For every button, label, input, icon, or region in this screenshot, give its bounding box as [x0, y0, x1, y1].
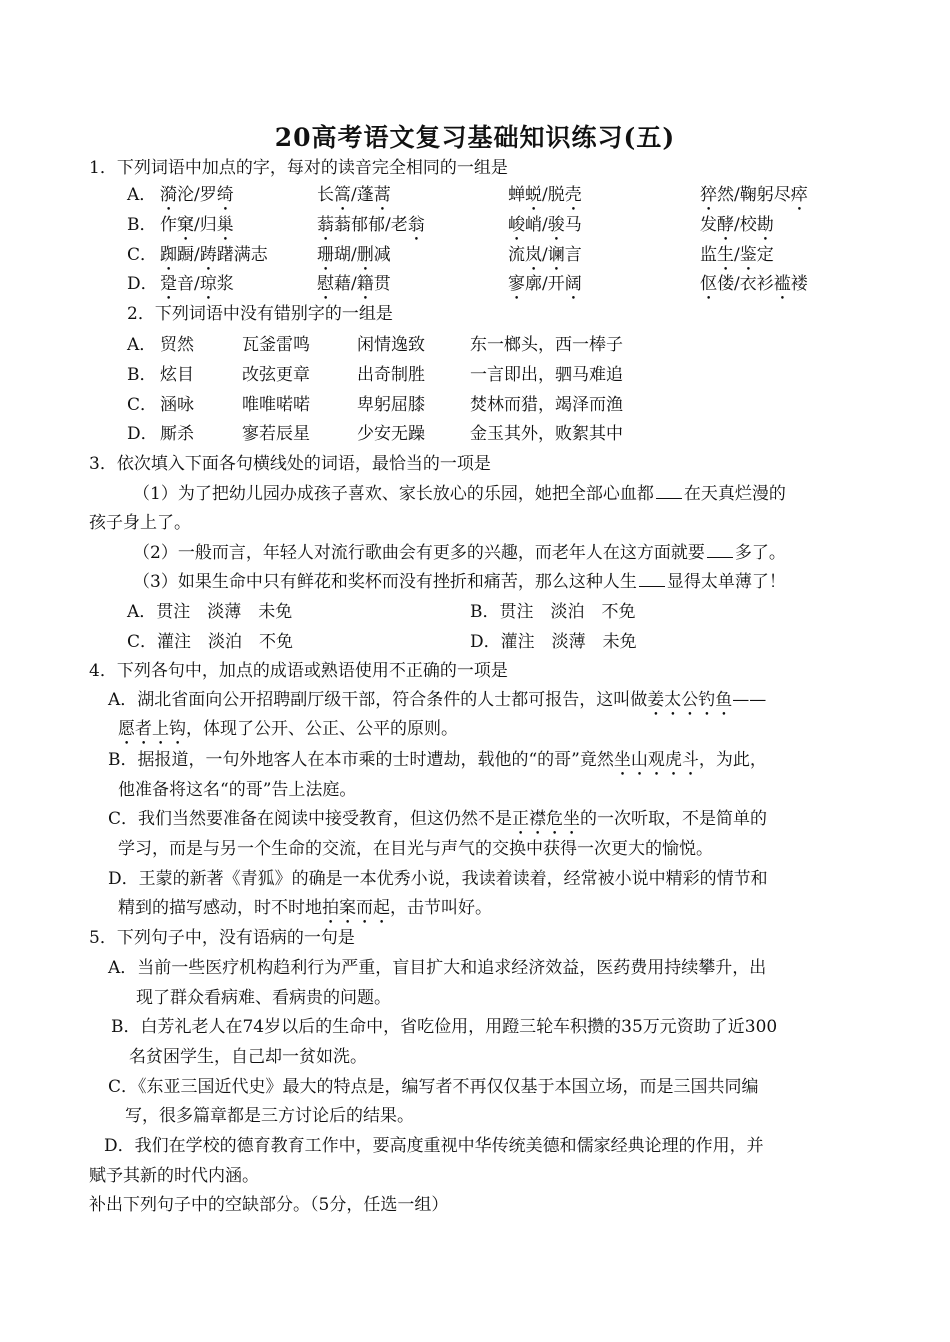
word-item: 改弦更章 — [242, 365, 310, 385]
dotted-char: 褴 — [773, 274, 791, 294]
word-pair — [700, 273, 808, 304]
option-d: D．王蒙的新著《青狐》的确是一本优秀小说，我读着读着，经常被小说中精彩的情节和 — [108, 869, 768, 889]
option-b — [108, 749, 767, 780]
option-label: B． — [127, 365, 157, 385]
word-part: 减 — [373, 245, 391, 265]
word-part: 褛 — [790, 274, 808, 294]
answer-option: C．灌注 淡泊 不免 — [127, 632, 294, 652]
dotted-char: 绮 — [216, 185, 234, 205]
question-3-stem: 3．依次填入下面各句横线处的词语，最恰当的一项是 — [89, 454, 491, 474]
word-pair — [317, 273, 391, 304]
dotted-idiom: 坐山观虎斗 — [613, 750, 699, 770]
word-item: 涵咏 — [160, 395, 194, 415]
word-item: 东一榔头，西一棒子 — [470, 335, 623, 355]
dotted-char: 翁 — [407, 215, 425, 235]
word-part: 作 — [160, 215, 177, 235]
word-part: 音/ — [177, 274, 200, 294]
dash: —— — [732, 690, 767, 710]
word-part: 监 — [700, 245, 717, 265]
option-a-continued: 现了群众看病难、看病贵的问题。 — [136, 988, 391, 1008]
dotted-char: 岚 — [525, 245, 542, 265]
word-part: 廓/开 — [525, 274, 565, 294]
dotted-char: 酵 — [717, 215, 734, 235]
dotted-char: 勘 — [756, 215, 774, 235]
sentence-1-continued: 孩子身上了。 — [89, 513, 191, 533]
answer-option: D．灌注 淡薄 未免 — [470, 632, 637, 652]
word-pair — [508, 214, 582, 245]
option-b-continued: 他准备将这名“的哥”告上法庭。 — [118, 780, 357, 800]
answer-option: B．贯注 淡泊 不免 — [470, 602, 636, 622]
dotted-idiom: 拍案而起 — [322, 898, 390, 918]
question-5-stem: 5．下列句子中，没有语病的一句是 — [89, 928, 355, 948]
dotted-idiom: 愿者上钩 — [118, 719, 186, 739]
word-part: 偻/衣衫 — [717, 274, 774, 294]
word-item: 出奇制胜 — [357, 365, 425, 385]
word-part: / — [734, 245, 740, 265]
word-item: 卑躬屈膝 — [357, 395, 425, 415]
dotted-char: 窠 — [177, 215, 194, 235]
sentence-text: 在天真烂漫的 — [683, 484, 786, 504]
word-pair — [508, 244, 582, 275]
word-item: 少安无躁 — [357, 424, 425, 444]
dotted-char: 蓊 — [317, 215, 334, 235]
word-part: / — [542, 245, 548, 265]
option-label: A． — [127, 185, 157, 205]
dotted-char: 峻 — [508, 215, 525, 235]
option-c-continued: 写，很多篇章都是三方讨论后的结果。 — [125, 1106, 414, 1126]
fill-in-blank — [707, 542, 733, 558]
word-part: /校 — [734, 215, 757, 235]
dotted-char: 猝 — [700, 185, 717, 205]
option-label: C． — [127, 395, 158, 415]
question-4-stem: 4．下列各句中，加点的成语或熟语使用不正确的一项是 — [89, 661, 508, 681]
option-c-continued: 学习，而是与另一个生命的交流，在目光与声气的交换中获得一次更大的愉悦。 — [118, 839, 713, 859]
word-pair — [317, 244, 391, 275]
word-pair — [508, 184, 582, 215]
word-part: 藉/ — [334, 274, 357, 294]
dotted-char: 漪 — [160, 185, 177, 205]
fill-in-blank — [639, 571, 665, 587]
option-text: 的一次听取，不是简单的 — [580, 809, 768, 829]
option-label: A． — [127, 335, 157, 355]
option-b-continued: 名贫困学生，自己却一贫如洗。 — [129, 1047, 367, 1067]
word-pair — [160, 244, 268, 275]
dotted-char: 籍 — [356, 274, 374, 294]
dotted-char: 生 — [717, 245, 734, 265]
dotted-char: 琼 — [199, 274, 217, 294]
dotted-char: 踌 — [199, 245, 217, 265]
sentence-text: 显得太单薄了！ — [666, 572, 786, 592]
word-pair — [160, 273, 234, 304]
option-text: C．我们当然要准备在阅读中接受教育，但这仍然不是 — [108, 809, 513, 829]
option-a-continued — [118, 718, 458, 749]
dotted-char: 骏 — [547, 215, 565, 235]
word-pair — [700, 214, 774, 245]
word-item: 厮杀 — [160, 424, 194, 444]
dotted-char: 伛 — [700, 274, 717, 294]
option-d-continued: 赋予其新的时代内涵。 — [89, 1166, 259, 1186]
option-label: C． — [127, 245, 158, 265]
option-a: A．当前一些医疗机构趋利行为严重，盲目扩大和追求经济效益，医药费用持续攀升，出 — [108, 958, 767, 978]
word-item: 唯唯喏喏 — [242, 395, 310, 415]
word-item: 寥若辰星 — [242, 424, 310, 444]
word-item: 炫目 — [160, 365, 194, 385]
sentence-text: （3）如果生命中只有鲜花和奖杯而没有挫折和痛苦，那么这种人生 — [133, 572, 637, 592]
dotted-idiom: 正襟危坐 — [512, 809, 581, 829]
word-part: 沦/罗 — [177, 185, 217, 205]
word-part: 浆 — [216, 274, 234, 294]
sentence-2 — [133, 542, 786, 564]
word-part: 然/鞠躬尽 — [717, 185, 791, 205]
word-item: 瓦釜雷鸣 — [242, 335, 310, 355]
word-part: 马 — [564, 215, 582, 235]
dotted-char: 删 — [356, 245, 374, 265]
option-text: B．据报道，一句外地客人在本市乘的士时遭劫，载他的“的哥”竟然 — [108, 750, 614, 770]
word-part: 长 — [317, 185, 334, 205]
word-item: 闲情逸致 — [357, 335, 425, 355]
dotted-char: 跫 — [160, 274, 177, 294]
word-pair — [700, 184, 808, 215]
word-part: 言 — [564, 245, 582, 265]
fill-in-blank — [656, 483, 682, 499]
option-c: C．《东亚三国近代史》最大的特点是，编写者不再仅仅基于本国立场，而是三国共同编 — [108, 1077, 759, 1097]
option-d-continued — [118, 897, 492, 928]
sentence-text: 多了。 — [734, 543, 786, 563]
word-part: 贯 — [373, 274, 391, 294]
word-pair — [700, 244, 774, 275]
dotted-char: 壳 — [564, 185, 582, 205]
word-part: 流 — [508, 245, 525, 265]
word-item: 贸然 — [160, 335, 194, 355]
sentence-text: （2）一般而言，年轻人对流行歌曲会有更多的兴趣，而老年人在这方面就要 — [133, 543, 705, 563]
word-part: 蝉 — [508, 185, 525, 205]
option-text: A．湖北省面向公开招聘副厅级干部，符合条件的人士都可报告，这叫做 — [108, 690, 648, 710]
question-6-stem: 补出下列句子中的空缺部分。（5分，任选一组） — [89, 1195, 449, 1215]
word-part: 定 — [756, 245, 774, 265]
dotted-char: 鉴 — [739, 245, 757, 265]
dotted-char: 谰 — [547, 245, 565, 265]
option-text: ，体现了公开、公正、公平的原则。 — [186, 719, 458, 739]
sentence-text: （1）为了把幼儿园办成孩子喜欢、家长放心的乐园，她把全部心血都 — [133, 484, 654, 504]
question-2-stem: 2．下列词语中没有错别字的一组是 — [127, 304, 393, 324]
option-c — [108, 808, 767, 839]
option-d: D．我们在学校的德育教育工作中，要高度重视中华传统美德和儒家经典论理的作用，并 — [104, 1136, 764, 1156]
word-part: /蓬 — [351, 185, 374, 205]
word-pair — [317, 214, 425, 245]
dotted-char: 瘁 — [790, 185, 808, 205]
word-part: 蓊郁郁/老 — [334, 215, 408, 235]
dotted-char: 寥 — [508, 274, 525, 294]
option-text: ，击节叫好。 — [390, 898, 492, 918]
answer-option: A．贯注 淡薄 未免 — [127, 602, 293, 622]
word-pair — [160, 214, 234, 245]
option-b: B．白芳礼老人在74岁以后的生命中，省吃俭用，用蹬三轮车积攒的35万元资助了近300 — [111, 1017, 778, 1037]
word-pair — [160, 184, 234, 215]
word-pair — [317, 184, 391, 215]
sentence-3 — [133, 571, 786, 593]
option-label: D． — [127, 274, 158, 294]
dotted-char: 珊 — [317, 245, 334, 265]
word-part: /归 — [194, 215, 217, 235]
question-1-stem: 1．下列词语中加点的字，每对的读音完全相同的一组是 — [89, 158, 508, 178]
dotted-char: 阔 — [564, 274, 582, 294]
option-text: 精到的描写感动，时不时地 — [118, 898, 322, 918]
word-part: /脱 — [542, 185, 565, 205]
option-text: ，为此， — [698, 750, 767, 770]
option-label: D． — [127, 424, 158, 444]
word-item: 一言即出，驷马难追 — [470, 365, 623, 385]
dotted-char: 蒿 — [373, 185, 391, 205]
word-part: 发 — [700, 215, 717, 235]
word-pair — [508, 273, 582, 304]
word-part: 躇满志 — [216, 245, 268, 265]
sentence-1 — [133, 483, 786, 505]
page-title: 20高考语文复习基础知识练习(五) — [274, 123, 676, 152]
word-item: 焚林而猎，竭泽而渔 — [470, 395, 623, 415]
dotted-char: 篙 — [334, 185, 351, 205]
dotted-idiom: 姜太公钓鱼 — [647, 690, 733, 710]
word-part: 瑚/ — [334, 245, 357, 265]
word-part: 蹰/ — [177, 245, 200, 265]
dotted-char: 慰 — [317, 274, 334, 294]
dotted-char: 巢 — [216, 215, 234, 235]
option-a — [108, 689, 766, 720]
word-item: 金玉其外，败絮其中 — [470, 424, 623, 444]
word-part: 峭/ — [525, 215, 548, 235]
option-label: B． — [127, 215, 157, 235]
dotted-char: 踟 — [160, 245, 177, 265]
dotted-char: 蜕 — [525, 185, 542, 205]
